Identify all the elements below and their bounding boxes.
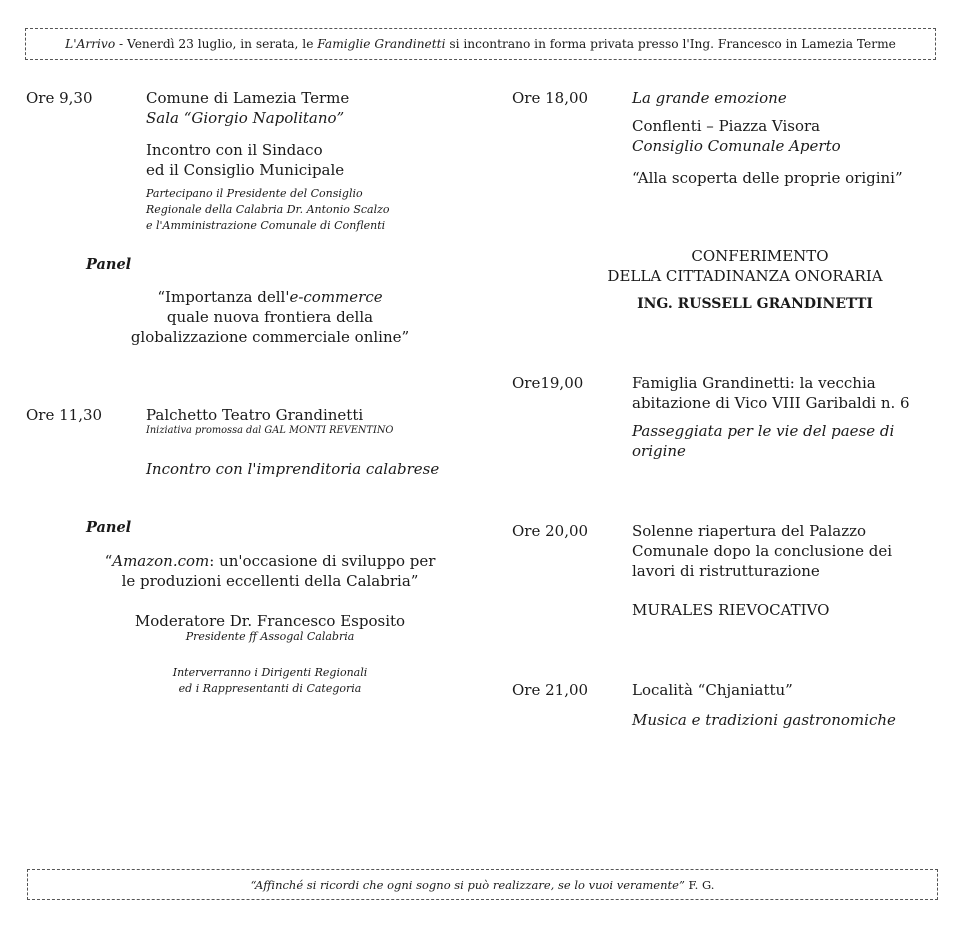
venue-conflenti: Conflenti – Piazza Visora: [632, 117, 821, 135]
footer-quote-text: “Affinché si ricordi che ogni sogno si può realizzare, se lo vuoi veramente”: [250, 877, 685, 892]
panel-2-l1-a: “: [104, 552, 113, 570]
header-text-1: - Venerdì 23 luglio, in serata, le: [115, 37, 318, 51]
panel-1-l3: globalizzazione commerciale online”: [130, 328, 410, 346]
panel-2-l1-c: : un'occasione di sviluppo per: [209, 552, 436, 570]
old-home-l2: abitazione di Vico VIII Garibaldi n. 6: [632, 394, 910, 412]
time-11-30: Ore 11,30: [26, 406, 103, 424]
conferral-l2: DELLA CITTADINANZA ONORARIA: [607, 267, 883, 285]
venue-palchetto: Palchetto Teatro Grandinetti: [146, 406, 364, 424]
panel-2-l1-b: Amazon.com: [112, 552, 210, 570]
participants-l3: e l'Amministrazione Comunale di Conflenti: [146, 219, 386, 232]
meeting-entrepreneurs: Incontro con l'imprenditoria calabrese: [146, 460, 440, 478]
murales: MURALES RIEVOCATIVO: [632, 601, 830, 619]
header-text-2: si incontrano in forma privata presso l'Ing. Francesco in Lamezia Terme: [445, 37, 896, 51]
panel-2-l1: [60, 551, 480, 571]
moderator: Moderatore Dr. Francesco Esposito: [134, 612, 406, 630]
time-9-30: Ore 9,30: [26, 89, 93, 107]
gal-note: Iniziativa promossa dal GAL MONTI REVENTINO: [146, 425, 394, 436]
footer-quote: [27, 869, 938, 900]
speakers-l1: Interverranno i Dirigenti Regionali: [172, 666, 368, 679]
time-20-00: Ore 20,00: [512, 522, 589, 540]
header-arrival-label: L'Arrivo: [65, 37, 116, 51]
walk-l1: Passeggiata per le vie del paese di: [632, 422, 895, 440]
open-council: Consiglio Comunale Aperto: [632, 137, 841, 155]
header-families: Famiglie Grandinetti: [317, 37, 446, 51]
panel-1-l1: [100, 287, 440, 307]
panel-1-l2: quale nuova frontiera della: [166, 308, 374, 326]
origins-quote: “Alla scoperta delle proprie origini”: [632, 169, 903, 187]
moderator-role: Presidente ff Assogal Calabria: [185, 630, 355, 643]
meeting-mayor-l2: ed il Consiglio Municipale: [146, 161, 345, 179]
participants-l2: Regionale della Calabria Dr. Antonio Scalzo: [146, 203, 390, 216]
panel-1-l1-b: e-commerce: [289, 288, 383, 306]
time-18-00: Ore 18,00: [512, 89, 589, 107]
room-napolitano: Sala “Giorgio Napolitano”: [146, 109, 345, 127]
time-21-00: Ore 21,00: [512, 681, 589, 699]
participants-l1: Partecipano il Presidente del Consiglio: [146, 187, 363, 200]
speakers-l2: ed i Rappresentanti di Categoria: [178, 682, 362, 695]
meeting-mayor-l1: Incontro con il Sindaco: [146, 141, 323, 159]
great-emotion: La grande emozione: [632, 89, 787, 107]
music-tradition: Musica e tradizioni gastronomiche: [632, 711, 896, 729]
old-home-l1: Famiglia Grandinetti: la vecchia: [632, 374, 876, 392]
honoree-name: ING. RUSSELL GRANDINETTI: [637, 296, 873, 312]
panel-1-label: Panel: [86, 256, 132, 273]
footer-signature: F. G.: [684, 877, 715, 892]
walk-l2: origine: [632, 442, 686, 460]
reopening-l1: Solenne riapertura del Palazzo: [632, 522, 867, 540]
panel-2-l2: le produzioni eccellenti della Calabria”: [121, 572, 419, 590]
reopening-l3: lavori di ristrutturazione: [632, 562, 820, 580]
panel-1-l1-a: “Importanza dell': [157, 288, 290, 306]
venue-chjaniattu: Località “Chjaniattu”: [632, 681, 793, 699]
header-note: [25, 28, 936, 60]
time-19-00: Ore19,00: [512, 374, 584, 392]
venue-lamezia: Comune di Lamezia Terme: [146, 89, 350, 107]
panel-2-label: Panel: [86, 519, 132, 536]
reopening-l2: Comunale dopo la conclusione dei: [632, 542, 893, 560]
conferral-l1: CONFERIMENTO: [691, 247, 829, 265]
